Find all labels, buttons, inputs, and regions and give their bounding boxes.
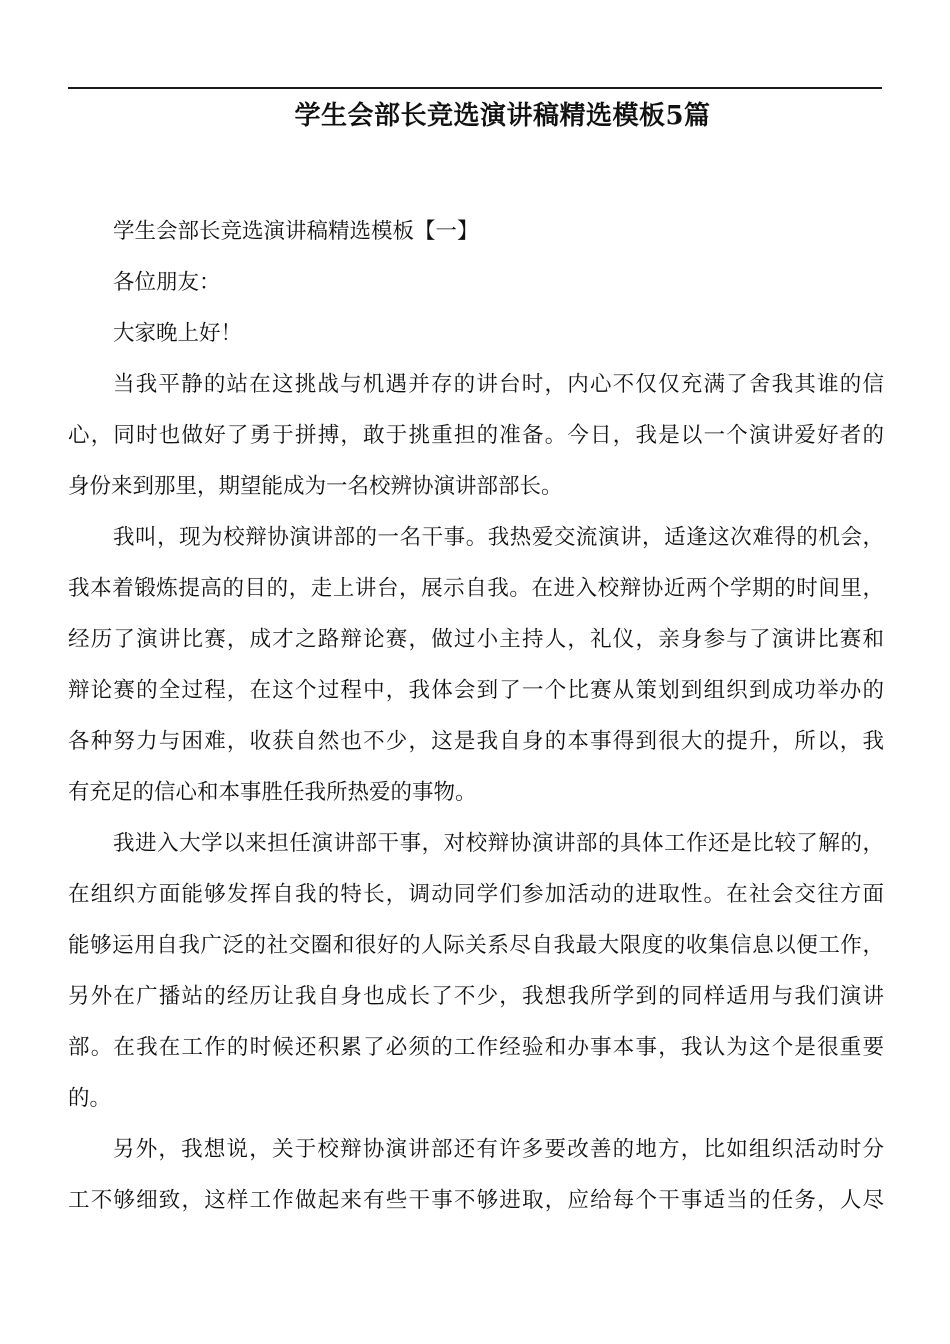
text-line: 另外，我想说，关于校辩协演讲部还有许多要改善的地方，比如组织活动时分 (113, 1137, 884, 1162)
text-line: 我进入大学以来担任演讲部干事，对校辩协演讲部的具体工作还是比较了解的， (113, 831, 884, 856)
document-body (68, 206, 884, 1226)
greeting: 大家晚上好！ (113, 321, 243, 346)
section-heading: 学生会部长竞选演讲稿精选模板【一】 (113, 219, 479, 244)
text-line: 另外在广播站的经历让我自身也成长了不少，我想我所学到的同样适用与我们演讲 (68, 984, 884, 1009)
text-line: 部。在我在工作的时候还积累了必须的工作经验和办事本事，我认为这个是很重要 (68, 1035, 884, 1060)
text-line: 当我平静的站在这挑战与机遇并存的讲台时，内心不仅仅充满了舍我其谁的信 (113, 372, 884, 397)
text-line: 工不够细致，这样工作做起来有些干事不够进取，应给每个干事适当的任务，人尽 (68, 1188, 884, 1213)
salutation: 各位朋友： (113, 270, 221, 295)
text-line: 经历了演讲比赛，成才之路辩论赛，做过小主持人，礼仪，亲身参与了演讲比赛和 (68, 627, 884, 652)
text-line: 心，同时也做好了勇于拼搏，敢于挑重担的准备。今日，我是以一个演讲爱好者的 (68, 423, 884, 448)
text-line: 的。 (68, 1086, 112, 1111)
document-title: 学生会部长竞选演讲稿精选模板5篇 (294, 101, 711, 131)
header-rule (68, 87, 882, 89)
text-line: 有充足的信心和本事胜任我所热爱的事物。 (68, 780, 477, 805)
text-line: 能够运用自我广泛的社交圈和很好的人际关系尽自我最大限度的收集信息以便工作， (68, 933, 884, 958)
text-line: 辩论赛的全过程，在这个过程中，我体会到了一个比赛从策划到组织到成功举办的 (68, 678, 884, 703)
text-line: 在组织方面能够发挥自我的特长，调动同学们参加活动的进取性。在社会交往方面 (68, 882, 884, 907)
text-line: 身份来到那里，期望能成为一名校辨协演讲部部长。 (68, 474, 563, 499)
text-line: 我本着锻炼提高的目的，走上讲台，展示自我。在进入校辩协近两个学期的时间里， (68, 576, 884, 601)
text-line: 各种努力与困难，收获自然也不少，这是我自身的本事得到很大的提升，所以，我 (68, 729, 884, 754)
text-line: 我叫，现为校辩协演讲部的一名干事。我热爱交流演讲，适逢这次难得的机会， (113, 525, 884, 550)
